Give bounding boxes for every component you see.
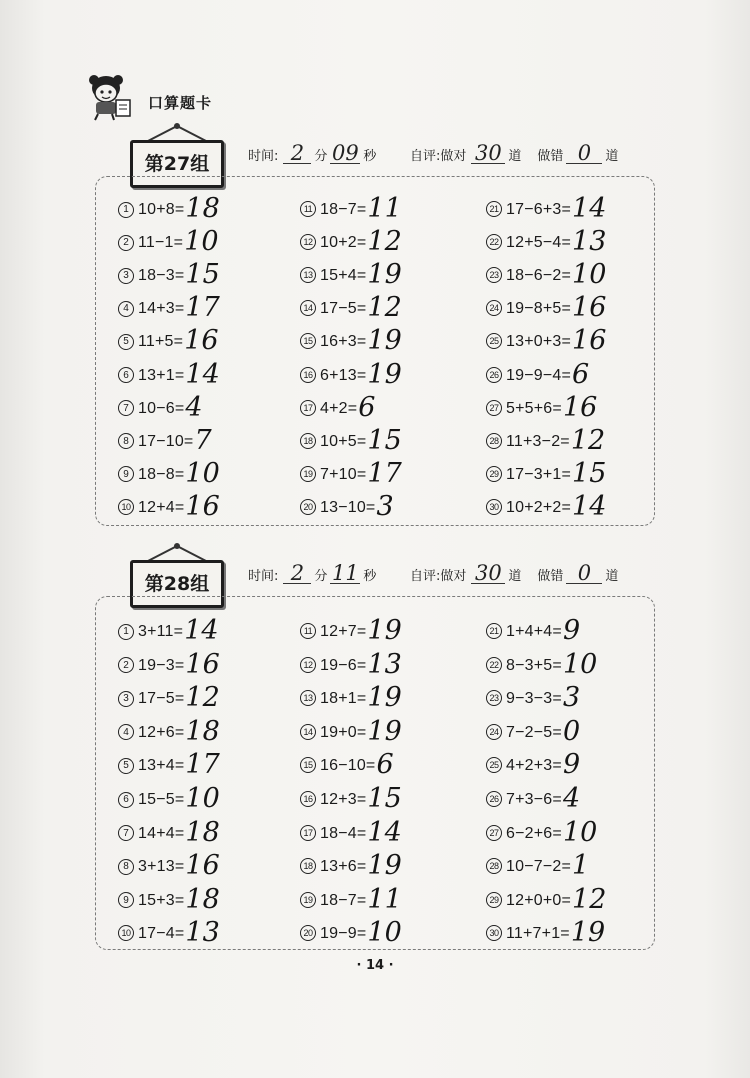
problem-item — [486, 259, 607, 291]
wrong-label: 做错 — [537, 149, 564, 164]
problem-item — [486, 292, 607, 324]
problem-item — [486, 193, 607, 224]
handwritten-answer[interactable]: 12 — [367, 226, 402, 258]
problem-number: 4 — [118, 301, 134, 317]
problem-item — [118, 682, 220, 714]
handwritten-answer[interactable]: 18 — [185, 193, 220, 224]
problem-expression: 10−6= — [138, 399, 185, 417]
handwritten-answer[interactable]: 7 — [194, 424, 212, 456]
problem-item — [300, 883, 402, 915]
problem-number: 19 — [300, 892, 316, 908]
handwritten-answer[interactable]: 4 — [185, 391, 203, 423]
handwritten-answer[interactable]: 10 — [562, 816, 598, 848]
handwritten-answer[interactable]: 0 — [562, 715, 581, 747]
problem-item — [118, 850, 220, 882]
problem-item — [300, 193, 402, 224]
problem-item — [118, 391, 203, 423]
wrong-unit: 道 — [605, 569, 619, 584]
self-eval-label: 自评:做对 — [410, 149, 467, 164]
problem-item — [486, 715, 581, 747]
problem-item — [300, 259, 402, 291]
problem-item — [300, 816, 402, 848]
problem-expression: 17−4= — [138, 925, 185, 943]
problem-number: 2 — [118, 235, 134, 251]
problem-expression: 18−4= — [320, 824, 367, 842]
problem-number: 6 — [118, 792, 134, 808]
problem-item — [486, 226, 607, 258]
problem-item — [486, 358, 590, 390]
problem-item — [118, 193, 220, 224]
problem-expression: 11+5= — [138, 333, 184, 351]
handwritten-answer[interactable]: 16 — [185, 850, 220, 882]
handwritten-answer[interactable]: 16 — [572, 292, 607, 324]
problem-expression: 10+2+2= — [506, 498, 572, 516]
problem-item — [486, 883, 607, 915]
handwritten-answer[interactable]: 12 — [570, 424, 606, 456]
minutes-unit: 分 — [314, 569, 328, 584]
handwritten-answer[interactable]: 14 — [184, 615, 219, 646]
problem-number: 21 — [486, 201, 502, 217]
problem-expression: 4+2= — [320, 399, 358, 417]
problem-number: 7 — [118, 825, 134, 841]
handwritten-answer[interactable]: 13 — [185, 917, 220, 949]
time-label: 时间: — [248, 569, 279, 584]
wrong-unit: 道 — [605, 149, 619, 164]
problem-item — [118, 883, 220, 915]
handwritten-answer[interactable]: 10 — [185, 457, 220, 489]
problem-expression: 17−10= — [138, 432, 194, 450]
handwritten-answer[interactable]: 19 — [367, 325, 402, 357]
handwritten-answer[interactable]: 19 — [367, 850, 402, 882]
problem-expression: 19−9−4= — [506, 366, 572, 384]
handwritten-answer[interactable]: 10 — [367, 917, 402, 949]
handwritten-answer[interactable]: 16 — [185, 490, 220, 522]
problem-number: 3 — [118, 268, 134, 284]
problem-item — [300, 783, 402, 814]
problem-number: 24 — [486, 300, 502, 316]
problem-number: 28 — [486, 433, 502, 449]
handwritten-answer[interactable]: 17 — [185, 749, 220, 781]
problem-item — [486, 783, 581, 814]
problem-number: 13 — [300, 690, 316, 706]
self-evaluation — [410, 143, 618, 164]
problem-expression: 17−6+3= — [506, 201, 572, 218]
problem-item — [300, 325, 402, 357]
handwritten-answer[interactable]: 10 — [572, 259, 607, 291]
handwritten-answer[interactable]: 18 — [185, 883, 220, 915]
problem-number: 20 — [300, 925, 316, 941]
problem-item — [486, 850, 590, 882]
problem-expression: 18−3= — [138, 267, 185, 285]
problem-expression: 14+4= — [138, 824, 185, 842]
card-title: 口算题卡 — [148, 94, 213, 112]
problem-expression: 6+13= — [320, 366, 367, 384]
correct-count[interactable]: 30 — [471, 143, 505, 164]
problem-expression: 13+6= — [320, 858, 367, 876]
handwritten-answer[interactable]: 6 — [358, 391, 376, 423]
problem-expression: 18−7= — [320, 891, 367, 909]
correct-count[interactable]: 30 — [471, 563, 505, 584]
time-record — [248, 143, 376, 164]
problem-number: 12 — [300, 234, 316, 250]
problem-number: 9 — [118, 466, 134, 482]
problem-expression: 10+2= — [320, 234, 367, 252]
problem-number: 23 — [486, 267, 502, 283]
problem-number: 22 — [486, 657, 502, 673]
problem-item — [118, 783, 220, 814]
problem-expression: 16+3= — [320, 333, 367, 351]
problem-item — [118, 292, 220, 324]
handwritten-answer[interactable]: 13 — [572, 226, 607, 258]
problem-number: 13 — [300, 267, 316, 283]
problem-number: 9 — [118, 892, 134, 908]
problem-number: 25 — [486, 757, 502, 773]
seconds-value[interactable]: 09 — [332, 141, 359, 165]
handwritten-answer[interactable]: 3 — [376, 490, 394, 522]
minutes-value[interactable]: 2 — [283, 143, 311, 164]
handwritten-answer[interactable]: 16 — [562, 391, 598, 423]
problem-expression: 17−3+1= — [506, 465, 572, 483]
problem-item — [300, 490, 394, 522]
problem-expression: 12+7= — [320, 623, 367, 640]
problem-number: 30 — [486, 499, 502, 515]
handwritten-answer[interactable]: 9 — [562, 615, 581, 646]
problem-expression: 10−7−2= — [506, 858, 572, 876]
problem-item — [118, 648, 220, 680]
handwritten-answer[interactable]: 11 — [367, 193, 402, 224]
group-label: 第27组 — [130, 140, 224, 188]
handwritten-answer[interactable]: 12 — [572, 883, 607, 915]
handwritten-answer[interactable]: 13 — [367, 648, 402, 680]
problem-expression: 19−6= — [320, 656, 367, 674]
handwritten-answer[interactable]: 16 — [185, 648, 220, 680]
problem-item — [300, 226, 402, 258]
group-label: 第28组 — [130, 560, 224, 608]
problem-item — [118, 424, 212, 456]
problem-expression: 4+2+3= — [506, 757, 562, 775]
problem-expression: 11+7+1= — [506, 925, 570, 943]
problem-item — [486, 682, 581, 714]
hanging-wire-icon — [130, 122, 224, 142]
problem-expression: 12+0+0= — [506, 891, 572, 909]
problem-number: 16 — [300, 367, 316, 383]
problem-item — [300, 391, 376, 423]
wrong-count[interactable]: 0 — [566, 563, 602, 584]
seconds-unit: 秒 — [363, 569, 377, 584]
problem-expression: 7−2−5= — [506, 723, 562, 741]
problem-item — [118, 715, 220, 747]
problem-item — [118, 615, 219, 646]
problem-expression: 13+1= — [138, 366, 185, 384]
problem-expression: 14+3= — [138, 300, 185, 318]
handwritten-answer[interactable]: 17 — [185, 292, 220, 324]
problem-number: 1 — [118, 202, 134, 218]
handwritten-answer[interactable]: 15 — [367, 424, 402, 456]
problem-item — [300, 715, 402, 747]
problem-number: 22 — [486, 234, 502, 250]
problem-item — [300, 615, 402, 646]
problem-number: 4 — [118, 724, 134, 740]
problem-expression: 15+3= — [138, 891, 185, 909]
problem-number: 14 — [300, 724, 316, 740]
problem-number: 19 — [300, 466, 316, 482]
problem-item — [300, 292, 402, 324]
problem-item — [300, 424, 402, 456]
problem-number: 12 — [300, 657, 316, 673]
seconds-value[interactable]: 11 — [332, 561, 359, 585]
problem-expression: 10+8= — [138, 201, 185, 218]
handwritten-answer[interactable]: 17 — [367, 457, 402, 489]
problem-expression: 18+1= — [320, 690, 367, 708]
problem-item — [486, 917, 606, 949]
problem-item — [300, 850, 402, 882]
problem-expression: 6−2+6= — [506, 824, 562, 842]
problem-expression: 13−10= — [320, 498, 376, 516]
handwritten-answer[interactable]: 16 — [184, 325, 219, 357]
problem-item — [118, 325, 219, 357]
problem-number: 10 — [118, 499, 134, 515]
page-number: · 14 · — [356, 958, 394, 973]
problem-item — [118, 490, 220, 522]
problem-expression: 19−8+5= — [506, 300, 572, 318]
problem-number: 17 — [300, 400, 316, 416]
problem-expression: 12+3= — [320, 791, 367, 808]
problem-expression: 12+6= — [138, 723, 185, 741]
handwritten-answer[interactable]: 10 — [562, 648, 598, 680]
problem-item — [486, 325, 607, 357]
problem-item — [486, 648, 598, 680]
problem-number: 21 — [486, 623, 502, 639]
problem-number: 1 — [118, 624, 134, 640]
problem-expression: 17−5= — [138, 690, 185, 708]
handwritten-answer[interactable]: 6 — [572, 358, 590, 390]
handwritten-answer[interactable]: 14 — [367, 816, 402, 848]
time-record — [248, 563, 376, 584]
problem-item — [300, 457, 402, 489]
problem-number: 18 — [300, 858, 316, 874]
problem-expression: 15−5= — [138, 791, 185, 808]
handwritten-answer[interactable]: 15 — [185, 259, 220, 291]
handwritten-answer[interactable]: 4 — [562, 783, 581, 814]
correct-unit: 道 — [508, 149, 522, 164]
handwritten-answer[interactable]: 18 — [185, 715, 220, 747]
handwritten-answer[interactable]: 14 — [572, 490, 607, 522]
problem-number: 15 — [300, 333, 316, 349]
self-eval-label: 自评:做对 — [410, 569, 467, 584]
problem-item — [486, 816, 598, 848]
problem-item — [300, 682, 402, 714]
problem-number: 5 — [118, 758, 134, 774]
handwritten-answer[interactable]: 19 — [367, 358, 402, 390]
wrong-count[interactable]: 0 — [566, 143, 602, 164]
problem-number: 30 — [486, 925, 502, 941]
handwritten-answer[interactable]: 3 — [562, 682, 581, 714]
problem-expression: 18−6−2= — [506, 267, 572, 285]
problem-number: 20 — [300, 499, 316, 515]
problem-expression: 16−10= — [320, 757, 376, 775]
problem-expression: 9−3−3= — [506, 690, 562, 708]
problem-expression: 8−3+5= — [506, 656, 562, 674]
handwritten-answer[interactable]: 10 — [184, 226, 219, 258]
problem-number: 5 — [118, 334, 134, 350]
problem-item — [300, 648, 402, 680]
problem-item — [118, 226, 219, 258]
problem-number: 15 — [300, 757, 316, 773]
handwritten-answer[interactable]: 9 — [562, 749, 581, 781]
problem-number: 29 — [486, 892, 502, 908]
minutes-value[interactable]: 2 — [283, 563, 311, 584]
problem-number: 16 — [300, 791, 316, 807]
problem-item — [486, 615, 581, 646]
problem-number: 26 — [486, 791, 502, 807]
problem-number: 27 — [486, 825, 502, 841]
seconds-unit: 秒 — [363, 149, 377, 164]
problem-item — [300, 749, 394, 781]
problem-expression: 18−7= — [320, 201, 367, 218]
problem-item — [486, 457, 607, 489]
self-evaluation — [410, 563, 618, 584]
problem-number: 18 — [300, 433, 316, 449]
problem-item — [486, 490, 607, 522]
problem-expression: 17−5= — [320, 300, 367, 318]
problem-expression: 11+3−2= — [506, 432, 570, 450]
problem-item — [300, 358, 402, 390]
problem-expression: 12+5−4= — [506, 234, 572, 252]
handwritten-answer[interactable]: 15 — [572, 457, 607, 489]
problem-expression: 13+0+3= — [506, 333, 572, 351]
handwritten-answer[interactable]: 10 — [185, 783, 220, 814]
problem-number: 6 — [118, 367, 134, 383]
handwritten-answer[interactable]: 19 — [570, 917, 606, 949]
problem-expression: 19−9= — [320, 925, 367, 943]
handwritten-answer[interactable]: 11 — [367, 883, 402, 915]
problem-item — [118, 358, 220, 390]
problem-item — [118, 917, 220, 949]
problem-expression: 18−8= — [138, 465, 185, 483]
problem-expression: 19−3= — [138, 656, 185, 674]
handwritten-answer[interactable]: 12 — [367, 292, 402, 324]
problem-expression: 3+11= — [138, 623, 184, 640]
handwritten-answer[interactable]: 19 — [367, 615, 402, 646]
problem-item — [118, 259, 220, 291]
problem-item — [118, 816, 220, 848]
handwritten-answer[interactable]: 1 — [572, 850, 590, 882]
problem-number: 8 — [118, 859, 134, 875]
problem-item — [118, 749, 220, 781]
problem-number: 11 — [300, 623, 316, 639]
handwritten-answer[interactable]: 19 — [367, 682, 402, 714]
problem-number: 14 — [300, 300, 316, 316]
time-label: 时间: — [248, 149, 279, 164]
problem-expression: 19+0= — [320, 723, 367, 741]
problem-number: 24 — [486, 724, 502, 740]
handwritten-answer[interactable]: 19 — [367, 259, 402, 291]
handwritten-answer[interactable]: 14 — [185, 358, 220, 390]
problem-number: 7 — [118, 400, 134, 416]
handwritten-answer[interactable]: 14 — [572, 193, 607, 224]
problem-item — [486, 391, 598, 423]
problem-expression: 5+5+6= — [506, 399, 562, 417]
problem-number: 26 — [486, 367, 502, 383]
problem-number: 3 — [118, 691, 134, 707]
problem-expression: 11−1= — [138, 234, 184, 252]
problem-item — [486, 424, 606, 456]
cartoon-kid-icon — [86, 74, 136, 122]
hanging-wire-icon — [130, 542, 224, 562]
problem-number: 17 — [300, 825, 316, 841]
correct-unit: 道 — [508, 569, 522, 584]
wrong-label: 做错 — [537, 569, 564, 584]
problem-item — [300, 917, 402, 949]
problem-expression: 1+4+4= — [506, 623, 562, 640]
handwritten-answer[interactable]: 15 — [367, 783, 402, 814]
handwritten-answer[interactable]: 18 — [185, 816, 220, 848]
problem-number: 27 — [486, 400, 502, 416]
handwritten-answer[interactable]: 12 — [185, 682, 220, 714]
problem-expression: 7+10= — [320, 465, 367, 483]
handwritten-answer[interactable]: 16 — [572, 325, 607, 357]
problem-number: 25 — [486, 333, 502, 349]
problem-expression: 7+3−6= — [506, 791, 562, 808]
problem-number: 23 — [486, 690, 502, 706]
problem-expression: 10+5= — [320, 432, 367, 450]
problem-expression: 12+4= — [138, 498, 185, 516]
problem-number: 2 — [118, 657, 134, 673]
problem-number: 10 — [118, 925, 134, 941]
handwritten-answer[interactable]: 19 — [367, 715, 402, 747]
problem-number: 11 — [300, 201, 316, 217]
problem-number: 29 — [486, 466, 502, 482]
problem-number: 28 — [486, 858, 502, 874]
problem-expression: 13+4= — [138, 757, 185, 775]
problem-expression: 3+13= — [138, 858, 185, 876]
minutes-unit: 分 — [314, 149, 328, 164]
problem-expression: 15+4= — [320, 267, 367, 285]
problem-item — [486, 749, 581, 781]
problem-item — [118, 457, 220, 489]
problem-number: 8 — [118, 433, 134, 449]
handwritten-answer[interactable]: 6 — [376, 749, 394, 781]
